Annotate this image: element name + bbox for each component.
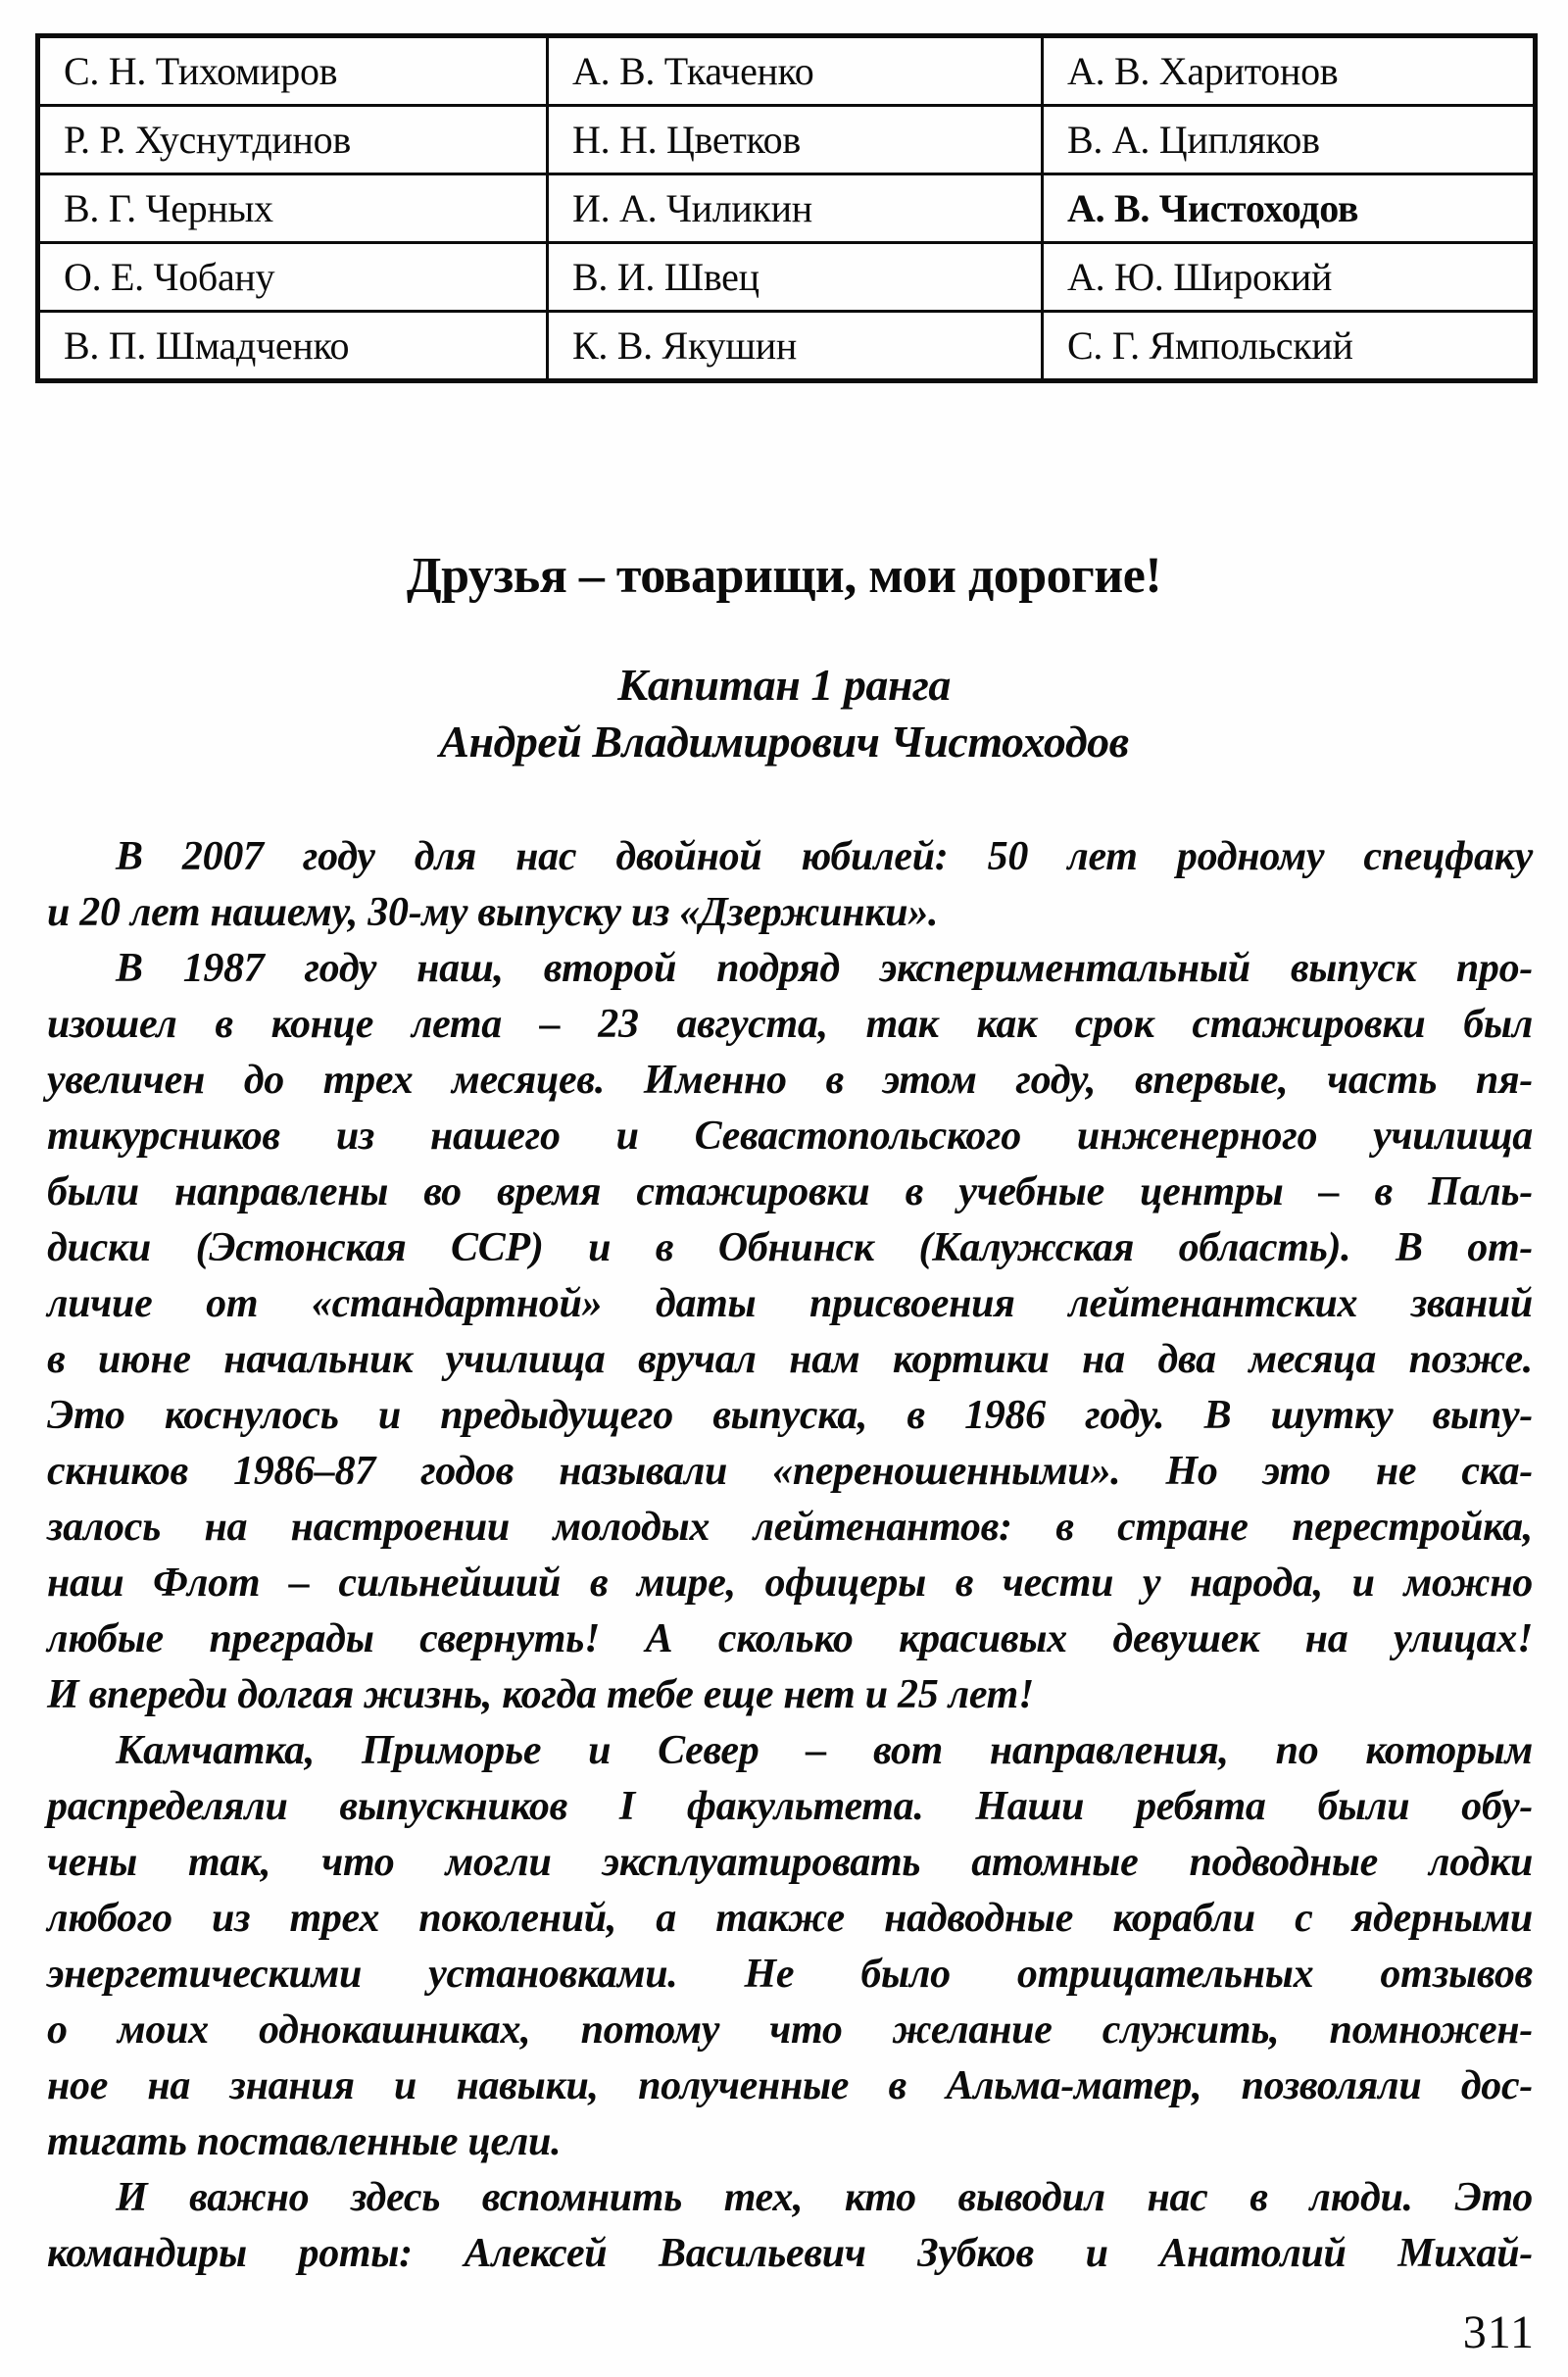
table-cell: А. В. Чистоходов [1043,174,1536,243]
text-line: распределяли выпускников I факультета. Наши ребята были обу- [47,1784,1533,1829]
text-line: Это коснулось и предыдущего выпуска, в 1986 году. В шутку выпу- [47,1393,1533,1438]
table-cell: О. Е. Чобану [38,243,548,312]
body-text [47,829,1533,2282]
letter-heading: Друзья – товарищи, мои дорогие! [406,548,1162,604]
table-cell: С. Г. Ямпольский [1043,312,1536,381]
author-rank: Капитан 1 ранга [617,660,951,710]
table-cell: В. П. Шмадченко [38,312,548,381]
table-cell: В. А. Ципляков [1043,106,1536,174]
paragraph [47,941,1533,1723]
text-line: залось на настроении молодых лейтенантов: в стране перестройка, [47,1505,1533,1550]
table-cell: А. Ю. Широкий [1043,243,1536,312]
text-line: В 1987 году наш, второй подряд экспериментальный выпуск про- [116,946,1533,991]
paragraph [47,1723,1533,2170]
text-line: и 20 лет нашему, 30-му выпуску из «Дзержинки». [47,890,939,935]
table-cell: В. Г. Черных [38,174,548,243]
table-row [38,174,1536,243]
text-line: диски (Эстонская ССР) и в Обнинск (Калужская область). В от- [47,1225,1533,1270]
text-line: тикурсников из нашего и Севастопольского инженерного училища [47,1114,1533,1159]
table-cell: А. В. Ткаченко [548,36,1043,106]
table-cell: А. В. Харитонов [1043,36,1536,106]
text-line: в июне начальник училища вручал нам кортики на два месяца позже. [47,1337,1533,1382]
table-cell: К. В. Якушин [548,312,1043,381]
table-row [38,243,1536,312]
text-line: скников 1986–87 годов называли «переношенными». Но это не ска- [47,1449,1533,1494]
table-cell: Р. Р. Хуснутдинов [38,106,548,174]
page-number: 311 [1462,2306,1535,2358]
paragraph [47,829,1533,941]
text-line: чены так, что могли эксплуатировать атомные подводные лодки [47,1840,1533,1885]
text-line: В 2007 году для нас двойной юбилей: 50 лет родному спецфаку [116,834,1533,879]
table-row [38,312,1536,381]
text-line: Камчатка, Приморье и Север – вот направления, по которым [116,1728,1533,1773]
table-cell: С. Н. Тихомиров [38,36,548,106]
author-name: Андрей Владимирович Чистоходов [439,717,1129,767]
text-line: энергетическими установками. Не было отрицательных отзывов [47,1952,1533,1997]
text-line: были направлены во время стажировки в учебные центры – в Паль- [47,1169,1533,1214]
text-line: И важно здесь вспомнить тех, кто выводил нас в люди. Это [116,2175,1533,2220]
table-row [38,36,1536,106]
text-line: командиры роты: Алексей Васильевич Зубков и Анатолий Михай- [47,2231,1533,2276]
text-line: увеличен до трех месяцев. Именно в этом году, впервые, часть пя- [47,1058,1533,1103]
text-line: личие от «стандартной» даты присвоения лейтенантских званий [47,1281,1533,1326]
text-line: любые преграды свернуть! А сколько красивых девушек на улицах! [47,1616,1533,1661]
table-cell: И. А. Чиликин [548,174,1043,243]
text-line: ное на знания и навыки, полученные в Альма-матер, позволяли дос- [47,2063,1533,2108]
text-line: тигать поставленные цели. [47,2119,562,2164]
text-line: о моих однокашниках, потому что желание служить, помножен- [47,2007,1533,2053]
graduates-table [35,33,1538,383]
text-line: изошел в конце лета – 23 августа, так как срок стажировки был [47,1002,1533,1047]
text-line: любого из трех поколений, а также надводные корабли с ядерными [47,1896,1533,1941]
table-cell: В. И. Швец [548,243,1043,312]
table-cell: Н. Н. Цветков [548,106,1043,174]
text-line: наш Флот – сильнейший в мире, офицеры в чести у народа, и можно [47,1560,1533,1606]
graduates-table-body [38,36,1536,381]
paragraph [47,2170,1533,2282]
text-line: И впереди долгая жизнь, когда тебе еще нет и 25 лет! [47,1672,1035,1717]
table-row [38,106,1536,174]
